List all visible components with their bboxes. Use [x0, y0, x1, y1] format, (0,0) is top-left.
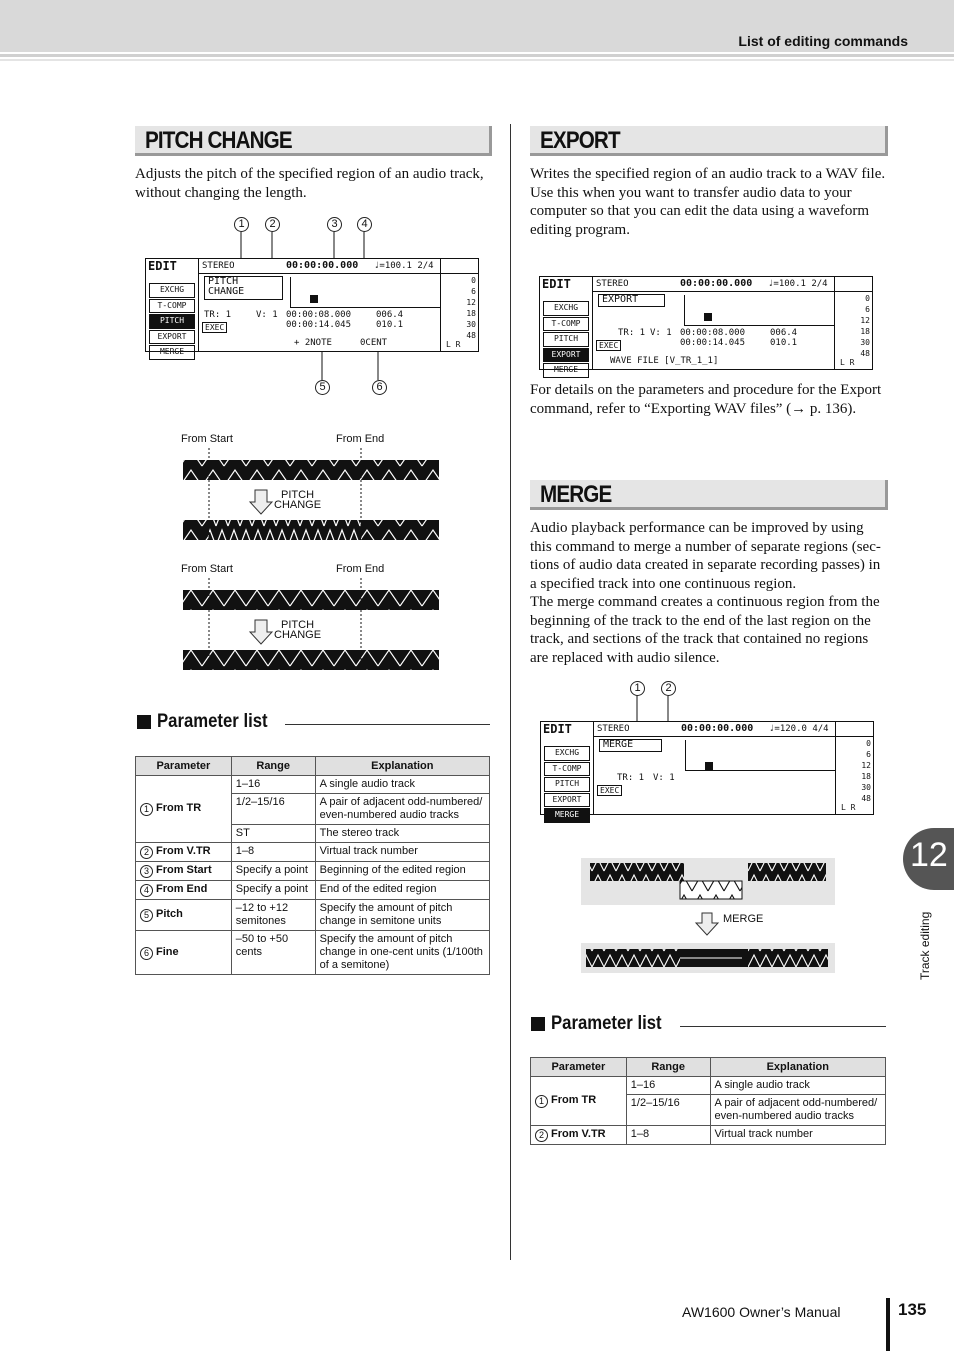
merge-waveform-diagram: [580, 857, 836, 975]
lcd-stereo: STEREO: [596, 279, 629, 289]
menu-tcomp[interactable]: T-COMP: [149, 299, 195, 314]
merge-lcd-screen: [540, 721, 874, 819]
from-end-label-2: From End: [336, 563, 385, 575]
menu-pitch[interactable]: PITCH: [544, 777, 590, 792]
col-range: Range: [626, 1058, 710, 1077]
menu-exchg[interactable]: EXCHG: [544, 746, 590, 761]
callout-2: 2: [265, 217, 280, 232]
lcd-pitch-value: + 2NOTE: [294, 338, 332, 348]
lcd-wave-file: WAVE FILE [V_TR_1_1]: [610, 356, 719, 366]
menu-merge[interactable]: MERGE: [544, 808, 590, 823]
merge-arrow-label: MERGE: [723, 913, 764, 925]
from-end-label-1: From End: [336, 433, 385, 445]
export-heading: EXPORT: [530, 126, 888, 156]
col-explanation: Explanation: [315, 757, 489, 776]
pitch-param-rule: [285, 724, 490, 725]
lcd-start: 00:00:08.000: [680, 328, 746, 338]
col-range: Range: [231, 757, 315, 776]
table-row: 3 From Start Specify a point Beginning of the edited region: [136, 862, 490, 881]
merge-callout-2: 2: [661, 681, 676, 696]
header-rule: [0, 54, 954, 57]
table-row: 6 Fine –50 to +50 cents Specify the amount of pitch change in one-cent units (1/100th of a semitone): [136, 931, 490, 975]
col-explanation: Explanation: [710, 1058, 885, 1077]
lcd-val2: 010.1: [376, 320, 404, 330]
table-row: 1/2–15/16 A pair of adjacent odd-numbered/ even-numbered audio tracks: [136, 794, 490, 825]
menu-exchg[interactable]: EXCHG: [149, 283, 195, 298]
merge-param-rule: [680, 1026, 886, 1027]
table-row: 2 From V.TR 1–8 Virtual track number: [136, 843, 490, 862]
export-lcd-screen: [539, 276, 873, 374]
menu-merge[interactable]: MERGE: [543, 363, 589, 378]
table-row: 1 From TR 1–16 A single audio track: [136, 776, 490, 794]
pitch-change-arrow-label-2: PITCH CHANGE: [274, 619, 322, 641]
running-header: List of editing commands: [738, 33, 908, 49]
lcd-command: PITCH CHANGE: [204, 276, 283, 300]
merge-description: Audio playback performance can be improved by using this command to merge a number of separate regions (sec-tions of audio data created in separate recording passes) in a specified track into one continuous region. The merge command creates a continuous region from the beginning of the track to the end of the last region on the track, and sections of the track that contained no regions are replaced with audio silence.: [530, 520, 881, 666]
lcd-start: 00:00:08.000: [286, 310, 352, 320]
lcd-edit-label: EDIT: [148, 259, 177, 273]
lcd-meter: 0 6 12 18 30 48: [860, 294, 870, 358]
column-divider: [510, 124, 511, 1260]
lcd-exec-button[interactable]: EXEC: [597, 785, 622, 796]
callout-6: 6: [372, 380, 387, 395]
pitch-change-heading: PITCH CHANGE: [135, 126, 492, 156]
merge-param-list-title: Parameter list: [531, 1013, 677, 1035]
lcd-tempo: ♩=100.1 2/4: [768, 279, 828, 289]
merge-heading: MERGE: [530, 480, 888, 510]
pitch-param-list-title: Parameter list: [137, 711, 283, 733]
from-start-label-1: From Start: [181, 433, 233, 445]
lcd-val1: 006.4: [770, 328, 798, 338]
menu-tcomp[interactable]: T-COMP: [543, 317, 589, 332]
lcd-end: 00:00:14.045: [680, 338, 746, 348]
table-row: 2 From V.TR 1–8 Virtual track number: [531, 1126, 886, 1145]
lcd-menu: [544, 746, 590, 823]
lcd-command: EXPORT: [598, 294, 665, 307]
merge-param-table: [530, 1057, 886, 1145]
lcd-val2: 010.1: [770, 338, 798, 348]
lcd-tr: TR: 1: [204, 310, 232, 320]
menu-exchg[interactable]: EXCHG: [543, 301, 589, 316]
export-description: Writes the specified region of an audio track to a WAV file. Use this when you want to transfer audio data to your computer so that you can edit the data using a waveform editing program.: [530, 166, 886, 238]
callout-4: 4: [357, 217, 372, 232]
lcd-tr: TR: 1: [617, 773, 645, 783]
lcd-command: MERGE: [599, 739, 662, 752]
lcd-vtr: V: 1: [650, 328, 672, 338]
lcd-meter: 0 6 12 18 30 48: [466, 276, 476, 340]
chapter-number: 12: [910, 836, 948, 874]
lcd-exec-button[interactable]: EXEC: [202, 322, 227, 333]
pitch-lcd-screen: [145, 258, 479, 356]
lcd-tempo: ♩=100.1 2/4: [374, 261, 434, 271]
table-row: ST The stereo track: [136, 825, 490, 843]
lcd-fine-value: 0CENT: [360, 338, 388, 348]
col-parameter: Parameter: [531, 1058, 627, 1077]
lcd-vtr: V: 1: [256, 310, 278, 320]
table-row: 4 From End Specify a point End of the edited region: [136, 881, 490, 900]
menu-pitch[interactable]: PITCH: [543, 332, 589, 347]
menu-pitch[interactable]: PITCH: [149, 314, 195, 329]
lcd-time: 00:00:00.000: [286, 260, 359, 271]
manual-title: AW1600 Owner’s Manual: [682, 1304, 841, 1320]
lcd-menu: [149, 283, 195, 360]
table-row: 5 Pitch –12 to +12 semitones Specify the amount of pitch change in semitone units: [136, 900, 490, 931]
lcd-stereo: STEREO: [597, 724, 630, 734]
lcd-stereo: STEREO: [202, 261, 235, 271]
pitch-param-table: [135, 756, 490, 975]
pitch-change-arrow-label-1: PITCH CHANGE: [274, 489, 322, 511]
callout-1: 1: [234, 217, 249, 232]
menu-export[interactable]: EXPORT: [149, 330, 195, 345]
lcd-val1: 006.4: [376, 310, 404, 320]
lcd-exec-button[interactable]: EXEC: [596, 340, 621, 351]
page-number: 135: [898, 1300, 927, 1319]
lcd-end: 00:00:14.045: [286, 320, 352, 330]
menu-tcomp[interactable]: T-COMP: [544, 762, 590, 777]
lcd-meter: 0 6 12 18 30 48: [861, 739, 871, 803]
menu-merge[interactable]: MERGE: [149, 345, 195, 360]
menu-export[interactable]: EXPORT: [544, 793, 590, 808]
lcd-tempo: ♩=120.0 4/4: [769, 724, 829, 734]
table-row: 1 From TR 1–16 A single audio track: [531, 1077, 886, 1095]
lcd-edit-label: EDIT: [543, 722, 572, 736]
lcd-lr: L R: [841, 803, 856, 812]
chapter-label: Track editing: [918, 911, 932, 980]
merge-callout-1: 1: [630, 681, 645, 696]
lcd-menu: [543, 301, 589, 378]
from-start-label-2: From Start: [181, 563, 233, 575]
pitch-change-waveform-diagram: [180, 448, 442, 672]
col-parameter: Parameter: [136, 757, 232, 776]
lcd-time: 00:00:00.000: [681, 723, 754, 734]
lcd-time: 00:00:00.000: [680, 278, 753, 289]
menu-export[interactable]: EXPORT: [543, 348, 589, 363]
header-rule-thin: [0, 59, 954, 61]
lcd-lr: L R: [446, 340, 461, 349]
callout-3: 3: [327, 217, 342, 232]
pitch-change-description: Adjusts the pitch of the specified region of an audio track, without changing the length.: [135, 166, 484, 201]
lcd-tr: TR: 1: [618, 328, 646, 338]
export-details: For details on the parameters and procedure for the Export command, refer to “Exporting WAV files” (→ p. 136).: [530, 382, 882, 417]
table-row: 1/2–15/16 A pair of adjacent odd-numbered/ even-numbered audio tracks: [531, 1095, 886, 1126]
lcd-edit-label: EDIT: [542, 277, 571, 291]
lcd-lr: L R: [840, 358, 855, 367]
callout-5: 5: [315, 380, 330, 395]
lcd-vtr: V: 1: [653, 773, 675, 783]
footer-bar: [886, 1298, 890, 1351]
